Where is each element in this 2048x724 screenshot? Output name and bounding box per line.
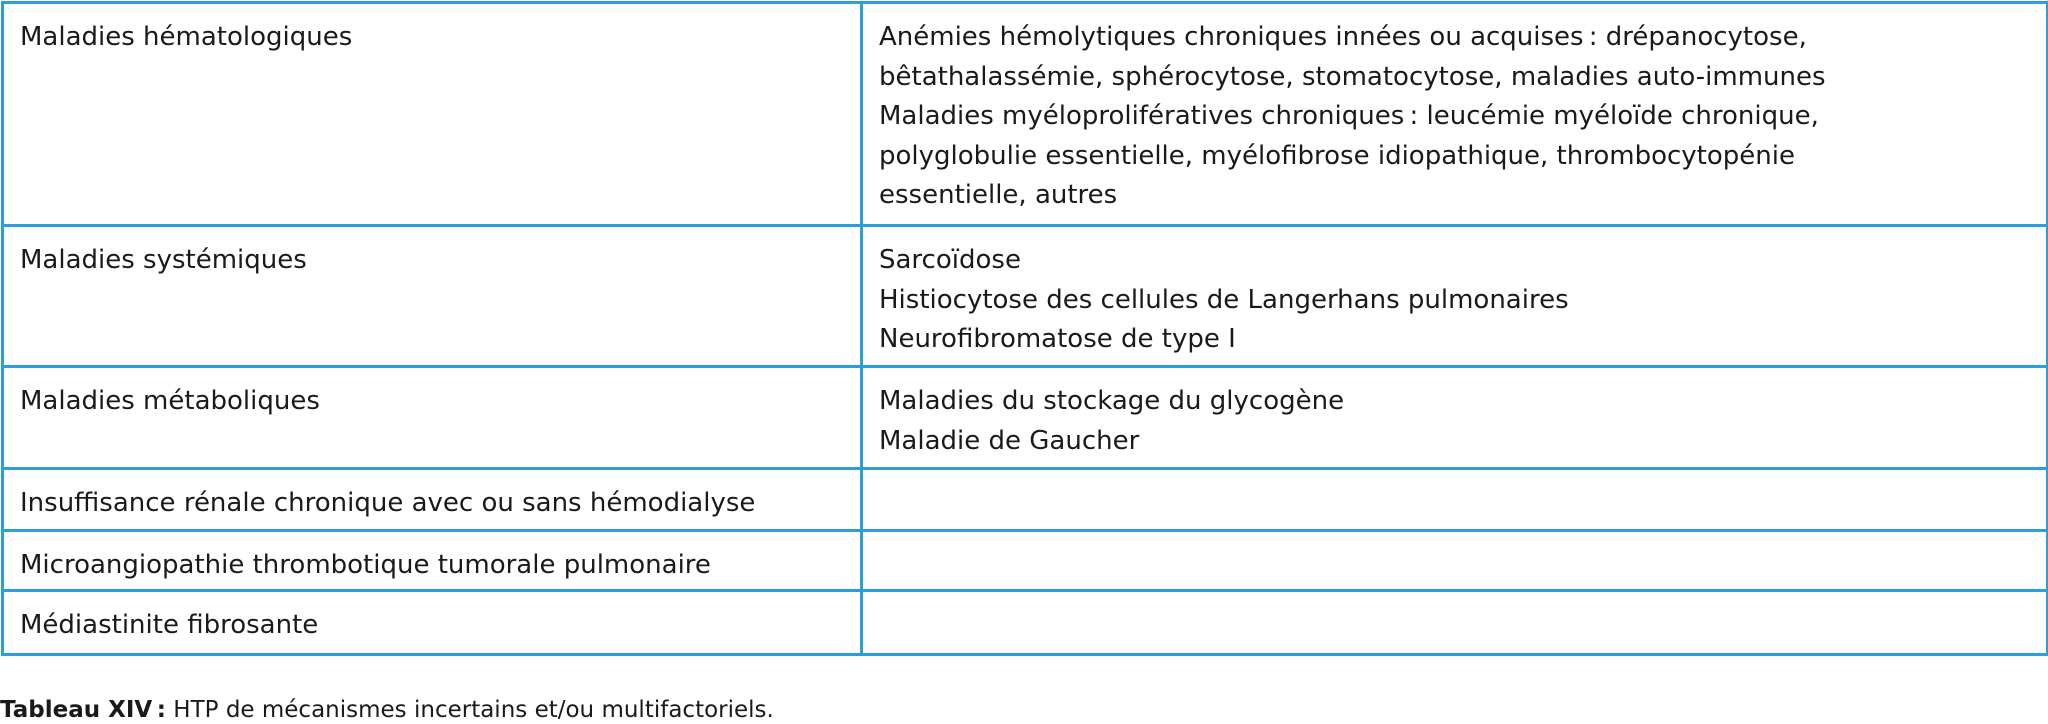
category-cell: Maladies hématologiques: [3, 3, 862, 226]
detail-line: Maladies du stockage du glycogène: [879, 386, 1345, 416]
detail-line: Maladies myéloprolifératives chroniques : leucémie myéloïde chronique,: [879, 101, 1819, 131]
details-cell: [862, 469, 2048, 531]
detail-line: polyglobulie essentielle, myélofibrose idiopathique, thrombocytopénie: [879, 140, 1795, 171]
table-row-renal: [3, 469, 2048, 531]
detail-line: Sarcoïdose: [879, 245, 1021, 275]
table-row-systemic: [3, 226, 2048, 367]
details-cell: [862, 531, 2048, 591]
table-row-microangiopathy: [3, 531, 2048, 591]
detail-line: Maladie de Gaucher: [879, 425, 1140, 456]
classification-table: [1, 1, 2048, 656]
details-cell: [862, 591, 2048, 655]
category-cell: Insuffisance rénale chronique avec ou sans hémodialyse: [3, 469, 862, 531]
caption-text: HTP de mécanismes incertains et/ou multifactoriels.: [165, 697, 774, 723]
details-cell: [862, 3, 2048, 226]
details-cell: [862, 226, 2048, 367]
table-caption: [0, 696, 774, 724]
category-cell: Maladies systémiques: [3, 226, 862, 367]
detail-line: bêtathalassémie, sphérocytose, stomatocytose, maladies auto-immunes: [879, 61, 1826, 92]
detail-line: Histiocytose des cellules de Langerhans pulmonaires: [879, 284, 1569, 315]
table-row-hematologic: [3, 3, 2048, 226]
table-row-metabolic: [3, 367, 2048, 469]
detail-line: essentielle, autres: [879, 180, 1118, 210]
detail-line: Neurofibromatose de type I: [879, 324, 1236, 354]
detail-line: Anémies hémolytiques chroniques innées ou acquises : drépanocytose,: [879, 22, 1807, 52]
category-cell: Microangiopathie thrombotique tumorale pulmonaire: [3, 531, 862, 591]
category-cell: Maladies métaboliques: [3, 367, 862, 469]
details-cell: [862, 367, 2048, 469]
table-row-mediastinitis: [3, 591, 2048, 655]
caption-label: Tableau XIV :: [0, 697, 166, 723]
category-cell: Médiastinite fibrosante: [3, 591, 862, 655]
